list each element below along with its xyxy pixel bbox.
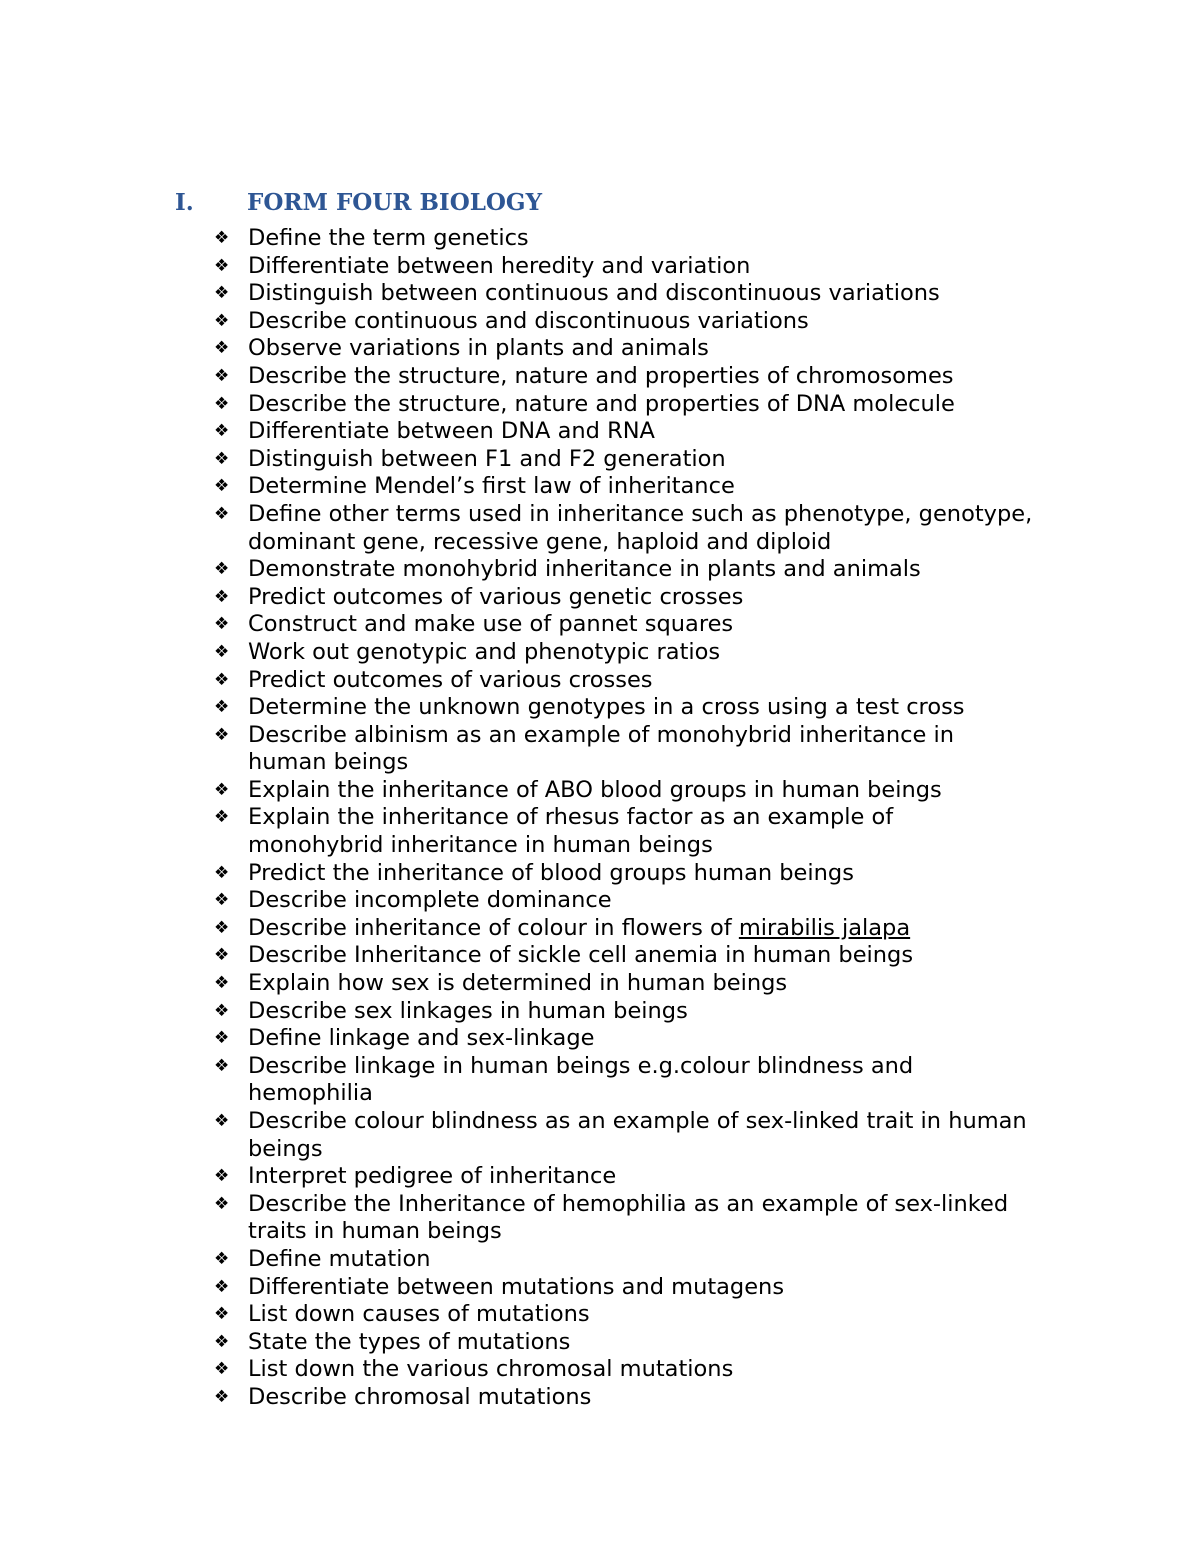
list-item-text: Explain the inheritance of ABO blood groups in human beings xyxy=(248,776,942,803)
list-item-text: List down the various chromosal mutations xyxy=(248,1356,734,1383)
list-item-text: Explain how sex is determined in human beings xyxy=(248,970,788,997)
list-item-text: Describe incomplete dominance xyxy=(248,887,612,914)
list-item-text: Predict outcomes of various genetic crosses xyxy=(248,583,744,610)
diamond-bullet-icon: ❖ xyxy=(214,1028,230,1049)
diamond-bullet-icon: ❖ xyxy=(214,1193,230,1214)
diamond-bullet-icon: ❖ xyxy=(214,862,230,883)
list-item xyxy=(214,887,1034,915)
list-item-text: Define linkage and sex-linkage xyxy=(248,1025,595,1052)
list-item-text: Determine Mendel’s first law of inheritance xyxy=(248,473,735,500)
list-item xyxy=(214,308,1034,336)
list-item xyxy=(214,639,1034,667)
list-item-text: Determine the unknown genotypes in a cross using a test cross xyxy=(248,694,965,721)
list-item xyxy=(214,1025,1034,1053)
list-item xyxy=(214,1301,1034,1329)
list-item-text: Interpret pedigree of inheritance xyxy=(248,1163,617,1190)
list-item-text: Define other terms used in inheritance such as phenotype, genotype, dominant gene, recessive gene, haploid and diploid xyxy=(248,500,1033,555)
diamond-bullet-icon: ❖ xyxy=(214,503,230,524)
diamond-bullet-icon: ❖ xyxy=(214,779,230,800)
diamond-bullet-icon: ❖ xyxy=(214,945,230,966)
list-item xyxy=(214,777,1034,805)
diamond-bullet-icon: ❖ xyxy=(214,310,230,331)
diamond-bullet-icon: ❖ xyxy=(214,393,230,414)
list-item xyxy=(214,1246,1034,1274)
diamond-bullet-icon: ❖ xyxy=(214,476,230,497)
list-item-text: Differentiate between mutations and mutagens xyxy=(248,1273,785,1300)
diamond-bullet-icon: ❖ xyxy=(214,283,230,304)
list-item xyxy=(214,1053,1034,1108)
list-item xyxy=(214,280,1034,308)
diamond-bullet-icon: ❖ xyxy=(214,1166,230,1187)
list-item-text: List down causes of mutations xyxy=(248,1301,590,1328)
list-item xyxy=(214,391,1034,419)
list-item-text: Predict outcomes of various crosses xyxy=(248,666,653,693)
diamond-bullet-icon: ❖ xyxy=(214,1000,230,1021)
diamond-bullet-icon: ❖ xyxy=(214,697,230,718)
diamond-bullet-icon: ❖ xyxy=(214,365,230,386)
list-item-text: Distinguish between continuous and discontinuous variations xyxy=(248,280,940,307)
list-item-text: Describe linkage in human beings e.g.colour blindness and hemophilia xyxy=(248,1052,914,1107)
section-number: I. xyxy=(175,189,194,216)
list-item xyxy=(214,1356,1034,1384)
list-item-text: Observe variations in plants and animals xyxy=(248,335,709,362)
list-item-text: Describe chromosal mutations xyxy=(248,1383,592,1410)
section-title: FORM FOUR BIOLOGY xyxy=(247,189,542,216)
list-item xyxy=(214,446,1034,474)
diamond-bullet-icon: ❖ xyxy=(214,448,230,469)
list-item-text: Describe albinism as an example of monohybrid inheritance in human beings xyxy=(248,721,954,776)
list-item-text: Work out genotypic and phenotypic ratios xyxy=(248,638,721,665)
list-item-text: Describe the structure, nature and properties of DNA molecule xyxy=(248,390,955,417)
list-item xyxy=(214,970,1034,998)
diamond-bullet-icon: ❖ xyxy=(214,807,230,828)
list-item xyxy=(214,915,1034,943)
list-item xyxy=(214,473,1034,501)
list-item-text: Explain the inheritance of rhesus factor as an example of monohybrid inheritance in human beings xyxy=(248,804,894,859)
diamond-bullet-icon: ❖ xyxy=(214,1331,230,1352)
list-item xyxy=(214,1384,1034,1412)
list-item-text: Describe Inheritance of sickle cell anemia in human beings xyxy=(248,942,914,969)
list-item xyxy=(214,253,1034,281)
list-item-text: Differentiate between heredity and variation xyxy=(248,252,751,279)
list-item xyxy=(214,722,1034,777)
list-item xyxy=(214,1108,1034,1163)
list-item xyxy=(214,998,1034,1026)
diamond-bullet-icon: ❖ xyxy=(214,973,230,994)
diamond-bullet-icon: ❖ xyxy=(214,421,230,442)
list-item xyxy=(214,694,1034,722)
section-heading xyxy=(175,189,542,223)
diamond-bullet-icon: ❖ xyxy=(214,1248,230,1269)
list-item xyxy=(214,225,1034,253)
list-item xyxy=(214,611,1034,639)
list-item xyxy=(214,804,1034,859)
diamond-bullet-icon: ❖ xyxy=(214,669,230,690)
diamond-bullet-icon: ❖ xyxy=(214,614,230,635)
list-item xyxy=(214,667,1034,695)
diamond-bullet-icon: ❖ xyxy=(214,1055,230,1076)
list-item xyxy=(214,1274,1034,1302)
list-item-text: State the types of mutations xyxy=(248,1328,571,1355)
diamond-bullet-icon: ❖ xyxy=(214,917,230,938)
diamond-bullet-icon: ❖ xyxy=(214,586,230,607)
list-item-text: Demonstrate monohybrid inheritance in plants and animals xyxy=(248,556,921,583)
species-name: mirabilis jalapa xyxy=(738,914,911,941)
list-item-text: Describe continuous and discontinuous variations xyxy=(248,307,809,334)
diamond-bullet-icon: ❖ xyxy=(214,1276,230,1297)
diamond-bullet-icon: ❖ xyxy=(214,641,230,662)
list-item xyxy=(214,942,1034,970)
diamond-bullet-icon: ❖ xyxy=(214,890,230,911)
diamond-bullet-icon: ❖ xyxy=(214,1304,230,1325)
list-item xyxy=(214,584,1034,612)
diamond-bullet-icon: ❖ xyxy=(214,1111,230,1131)
list-item xyxy=(214,363,1034,391)
list-item-text: Differentiate between DNA and RNA xyxy=(248,418,655,445)
list-item xyxy=(214,1163,1034,1191)
list-item-text: Define the term genetics xyxy=(248,225,529,251)
list-item-text: Describe colour blindness as an example of sex-linked trait in human beings xyxy=(248,1108,1027,1162)
diamond-bullet-icon: ❖ xyxy=(214,338,230,359)
list-item xyxy=(214,418,1034,446)
list-item-text: Define mutation xyxy=(248,1245,431,1272)
list-item xyxy=(214,860,1034,888)
list-item xyxy=(214,556,1034,584)
diamond-bullet-icon: ❖ xyxy=(214,228,230,248)
list-item-text: Construct and make use of pannet squares xyxy=(248,611,734,638)
list-item-text: Describe the Inheritance of hemophilia as an example of sex-linked traits in human beings xyxy=(248,1190,1009,1245)
list-item xyxy=(214,335,1034,363)
list-item-text: Describe inheritance of colour in flowers of xyxy=(248,914,739,941)
list-item xyxy=(214,1329,1034,1357)
diamond-bullet-icon: ❖ xyxy=(214,1359,230,1380)
list-item-text: Distinguish between F1 and F2 generation xyxy=(248,445,726,472)
diamond-bullet-icon: ❖ xyxy=(214,1386,230,1407)
diamond-bullet-icon: ❖ xyxy=(214,559,230,580)
list-item-text: Describe sex linkages in human beings xyxy=(248,997,688,1024)
list-item-text: Predict the inheritance of blood groups human beings xyxy=(248,859,854,886)
list-item xyxy=(214,1191,1034,1246)
diamond-bullet-icon: ❖ xyxy=(214,724,230,745)
list-item xyxy=(214,501,1034,556)
list-item-text: Describe the structure, nature and properties of chromosomes xyxy=(248,362,954,389)
diamond-bullet-icon: ❖ xyxy=(214,255,230,276)
objectives-list xyxy=(214,225,1034,1412)
